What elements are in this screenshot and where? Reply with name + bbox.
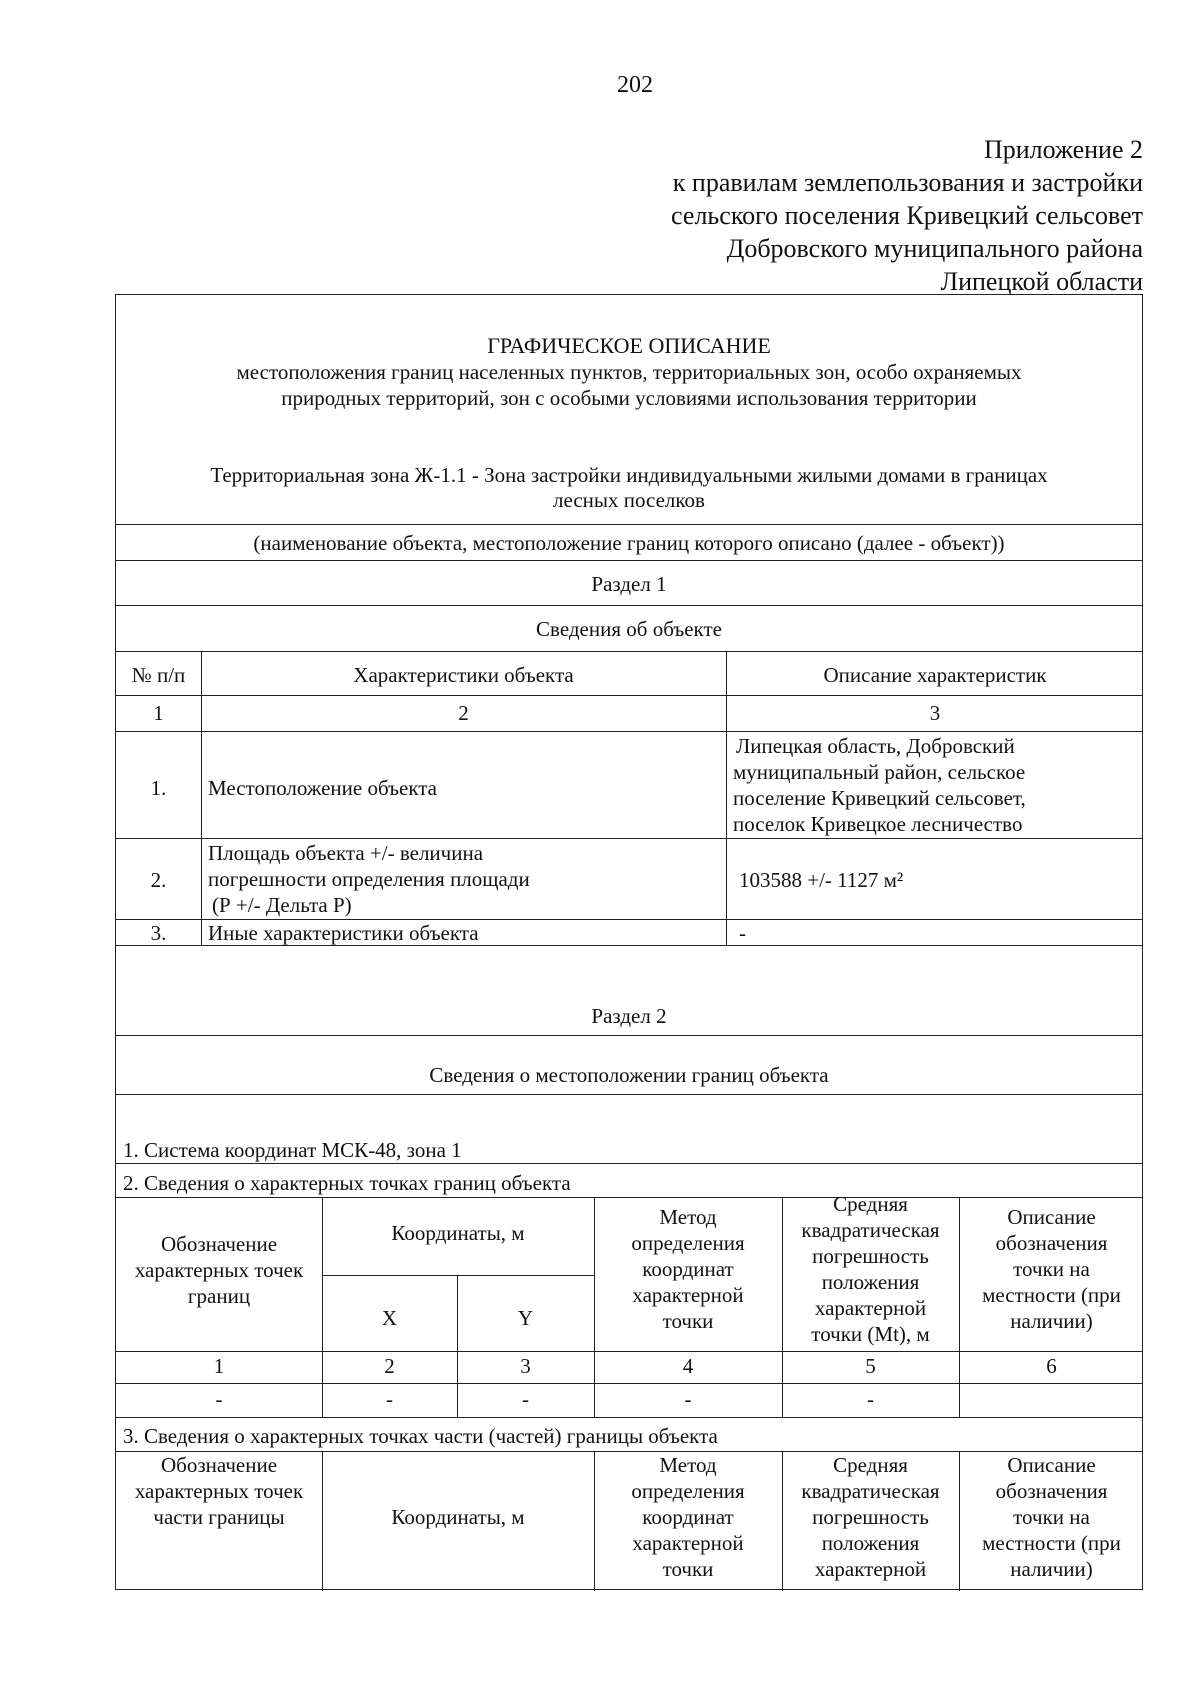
col-header-part-label: части границы [153,1505,285,1529]
col-header-point-description: обозначения [995,1479,1108,1503]
divider [116,945,1142,946]
section1-subtitle: Сведения об объекте [536,617,722,641]
col-header-x: X [381,1306,398,1330]
page-number: 202 [617,72,653,98]
col-header-point-description: Описание [1007,1205,1096,1229]
row-number: 3. [150,921,167,945]
col-header-point-label: Обозначение [160,1232,278,1256]
location-value: поселение Кривецкий сельсовет, [733,786,1026,810]
col-header-point-label: характерных точек [134,1258,304,1282]
col-header-method: координат [642,1505,734,1529]
col-header-error: Средняя [833,1453,908,1477]
divider [116,1163,1142,1164]
col-header-error: квадратическая [801,1479,940,1503]
divider [116,731,1142,732]
col-header-method: определения [631,1231,745,1255]
col-header-coordinates: Координаты, м [391,1505,525,1529]
divider [116,605,1142,606]
location-value: муниципальный район, сельское [733,760,1026,784]
col-index: 6 [1046,1354,1057,1378]
divider [116,1094,1142,1095]
divider [116,1351,1142,1352]
col-header-description: Описание характеристик [823,663,1047,687]
coordinate-system: 1. Система координат МСК-48, зона 1 [123,1138,462,1162]
col-header-method: точки [662,1557,714,1581]
graphic-description-table [115,294,1143,1590]
col-header-method: характерной [632,1531,744,1555]
document-subtitle: природных территорий, зон с особыми условиями использования территории [281,386,977,410]
appendix-line: Добровского муниципального района [726,234,1143,263]
area-value: 103588 +/- 1127 м² [739,868,904,892]
object-note: (наименование объекта, местоположение границ которого описано (далее - объект)) [253,531,1005,555]
col-index: 3 [929,701,941,725]
divider [116,838,1142,839]
row-number: 1. [150,776,167,800]
table-cell: - [215,1387,223,1411]
col-header-method: Метод [659,1453,717,1477]
appendix-header [671,133,1143,298]
divider [116,524,1142,525]
col-index: 1 [213,1354,225,1378]
col-header-point-description: обозначения [995,1231,1108,1255]
col-header-point-description: местности (при [982,1283,1121,1307]
col-header-point-description: наличии) [1010,1309,1093,1333]
col-header-error: погрешность [812,1244,929,1268]
col-header-part-label: характерных точек [134,1479,304,1503]
col-header-coordinates: Координаты, м [391,1221,525,1245]
col-index: 5 [865,1354,876,1378]
col-header-error: характерной [814,1296,927,1320]
points-title: 2. Сведения о характерных точках границ объекта [123,1171,571,1195]
col-header-error: положения [821,1270,920,1294]
col-header-part-label: Обозначение [160,1453,278,1477]
col-header-error: точки (Mt), м [811,1322,930,1346]
col-index: 3 [520,1354,531,1378]
divider [322,1275,594,1276]
col-header-point-description: наличии) [1010,1557,1093,1581]
col-header-y: Y [517,1306,534,1330]
divider [116,1383,1142,1384]
col-header-num: № п/п [131,663,186,687]
col-header-point-label: границ [187,1284,251,1308]
characteristic-other: Иные характеристики объекта [208,921,479,945]
table-cell: - [522,1387,529,1411]
col-header-point-description: местности (при [982,1531,1121,1555]
parts-title: 3. Сведения о характерных точках части (частей) границы объекта [123,1424,718,1448]
col-header-method: характерной [632,1283,744,1307]
table-cell: - [386,1387,393,1411]
divider [116,695,1142,696]
location-value: поселок Кривецкое лесничество [733,812,1023,836]
divider [116,1197,1142,1198]
divider [116,560,1142,561]
table-cell: - [867,1387,874,1411]
characteristic-area: погрешности определения площади [208,867,530,891]
col-index: 1 [153,701,164,725]
row-number: 2. [150,868,167,892]
table-cell: - [684,1387,692,1411]
divider [116,1035,1142,1036]
characteristic-area: Площадь объекта +/- величина [208,841,484,865]
document-title: ГРАФИЧЕСКОЕ ОПИСАНИЕ [487,333,771,358]
section1-title: Раздел 1 [591,572,667,596]
col-header-method: Метод [659,1205,717,1229]
characteristic-area: (Р +/- Дельта Р) [212,893,352,917]
location-value: Липецкая область, Добровский [736,734,1015,758]
appendix-line: сельского поселения Кривецкий сельсовет [671,201,1143,230]
col-index: 2 [384,1354,395,1378]
col-header-point-description: точки на [1013,1257,1090,1281]
document-subtitle: местоположения границ населенных пунктов, территориальных зон, особо охраняемых [236,360,1022,384]
zone-name: лесных поселков [553,488,705,512]
appendix-line: к правилам землепользования и застройки [672,168,1143,197]
col-header-method: точки [662,1309,714,1333]
col-index: 2 [458,701,469,725]
col-header-error: характерной [814,1557,927,1581]
appendix-line: Липецкой области [940,267,1143,296]
col-header-error: квадратическая [801,1218,940,1242]
divider [116,1417,1142,1418]
col-header-error: погрешность [812,1505,929,1529]
characteristic-location: Местоположение объекта [208,776,438,800]
col-header-characteristic: Характеристики объекта [353,663,574,687]
col-header-error: положения [821,1531,920,1555]
appendix-line: Приложение 2 [983,135,1143,164]
divider [116,651,1142,652]
other-value: - [739,921,746,945]
col-header-point-description: Описание [1007,1453,1096,1477]
col-header-error: Средняя [833,1192,908,1216]
section2-subtitle: Сведения о местоположении границ объекта [429,1063,829,1087]
zone-name: Территориальная зона Ж-1.1 - Зона застройки индивидуальными жилыми домами в границах [210,463,1048,487]
col-header-point-description: точки на [1013,1505,1090,1529]
col-header-method: координат [642,1257,734,1281]
col-index: 4 [682,1354,694,1378]
col-header-method: определения [631,1479,745,1503]
section2-title: Раздел 2 [591,1004,667,1028]
